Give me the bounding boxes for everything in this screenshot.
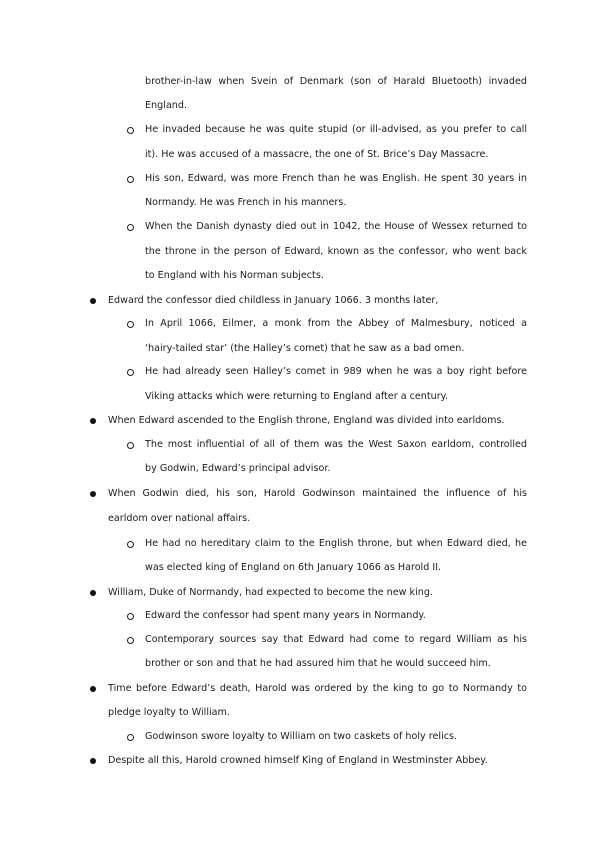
sub-bullet [127, 442, 134, 449]
sub-bullet [127, 613, 134, 620]
text-line: He had no hereditary claim to the English throne, but when Edward died, he [145, 538, 527, 549]
sub-bullet [127, 127, 134, 134]
sub-bullet [127, 637, 134, 644]
text-line: Edward the confessor died childless in January 1066. 3 months later, [108, 295, 439, 306]
text-line: William, Duke of Normandy, had expected to become the new king. [108, 587, 433, 598]
bullet [90, 590, 96, 596]
text-line: Godwinson swore loyalty to William on two caskets of holy relics. [145, 731, 458, 742]
text-line: Despite all this, Harold crowned himself King of England in Westminster Abbey. [108, 755, 488, 766]
text-line: ‘hairy-tailed star’ (the Halley’s comet) that he saw as a bad omen. [145, 343, 465, 354]
text-line: brother or son and that he had assured him that he would succeed him. [145, 658, 491, 669]
bullet [90, 418, 96, 424]
sub-bullet [127, 541, 134, 548]
text-line: Edward the confessor had spent many years in Normandy. [145, 610, 426, 621]
text-line: earldom over national affairs. [108, 513, 251, 524]
text-line: Viking attacks which were returning to England after a century. [145, 391, 449, 402]
text-line: brother-in-law when Svein of Denmark (son of Harald Bluetooth) invaded [145, 76, 527, 87]
sub-bullet [127, 734, 134, 741]
sub-bullet [127, 176, 134, 183]
text-line: to England with his Norman subjects. [145, 270, 324, 281]
bullet [90, 686, 96, 692]
text-line: When Edward ascended to the English throne, England was divided into earldoms. [108, 415, 505, 426]
bullet [90, 491, 96, 497]
text-line: England. [145, 100, 187, 111]
sub-bullet [127, 369, 134, 376]
text-line: When Godwin died, his son, Harold Godwinson maintained the influence of his [108, 488, 527, 499]
text-line: His son, Edward, was more French than he was English. He spent 30 years in [145, 173, 527, 184]
text-line: Contemporary sources say that Edward had come to regard William as his [145, 634, 527, 645]
sub-bullet [127, 224, 134, 231]
text-line: by Godwin, Edward’s principal advisor. [145, 463, 331, 474]
sub-bullet [127, 321, 134, 328]
text-line: pledge loyalty to William. [108, 707, 230, 718]
bullet [90, 298, 96, 304]
text-line: the throne in the person of Edward, known as the confessor, who went back [145, 246, 527, 257]
text-line: When the Danish dynasty died out in 1042, the House of Wessex returned to [145, 221, 527, 232]
text-line: was elected king of England on 6th January 1066 as Harold II. [145, 562, 442, 573]
text-line: Time before Edward’s death, Harold was ordered by the king to go to Normandy to [108, 683, 527, 694]
bullet [90, 758, 96, 764]
text-line: it). He was accused of a massacre, the one of St. Brice’s Day Massacre. [145, 149, 489, 160]
text-line: He invaded because he was quite stupid (or ill-advised, as you prefer to call [145, 124, 527, 135]
text-line: In April 1066, Eilmer, a monk from the Abbey of Malmesbury, noticed a [145, 318, 527, 329]
text-line: Normandy. He was French in his manners. [145, 197, 347, 208]
text-line: The most influential of all of them was the West Saxon earldom, controlled [145, 439, 527, 450]
text-line: He had already seen Halley’s comet in 989 when he was a boy right before [145, 366, 527, 377]
